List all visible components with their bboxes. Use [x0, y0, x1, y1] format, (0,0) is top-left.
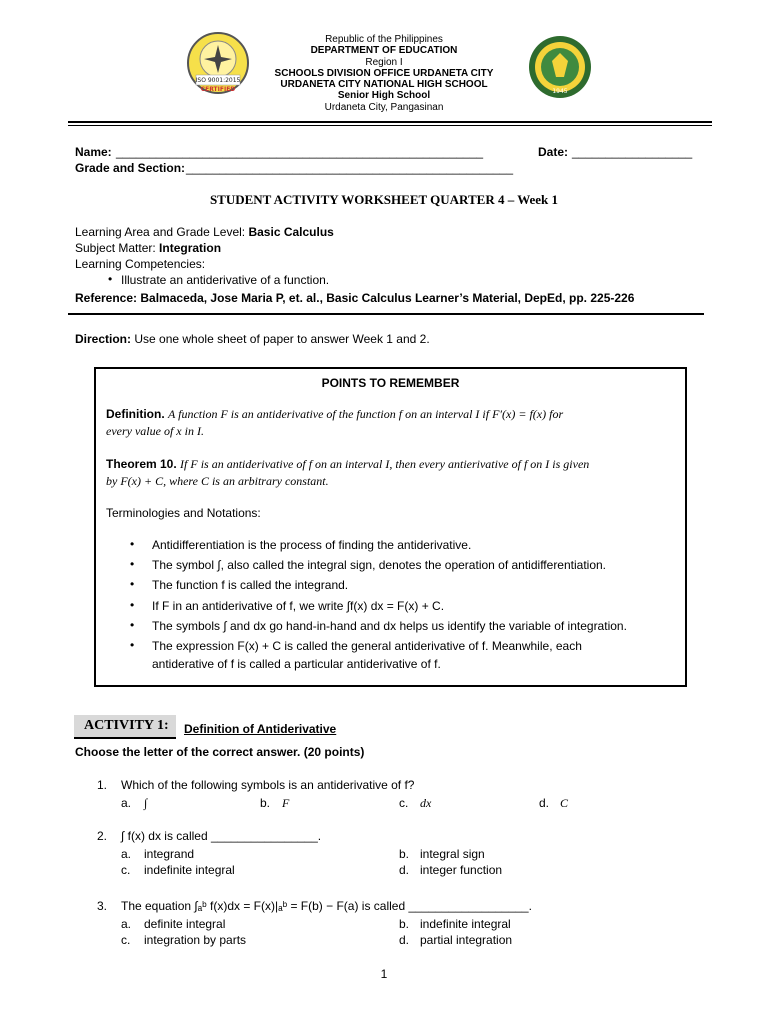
term-bullet-2: The symbol ∫, also called the integral sign, denotes the operation of antidifferentiation.: [152, 558, 607, 572]
subject-label: Subject Matter:: [75, 241, 156, 255]
info-rule: [68, 313, 704, 315]
points-heading: POINTS TO REMEMBER: [321, 376, 460, 390]
theorem-text-1: If F is an antiderivative of f on an interval I, then every antierivative of f on I is given: [180, 457, 590, 471]
choice-letter: b.: [260, 796, 271, 810]
subject-value: Integration: [159, 241, 222, 255]
choice-letter: a.: [121, 796, 132, 810]
question-1-text: Which of the following symbols is an antiderivative of f?: [121, 778, 415, 792]
choice-letter: a.: [121, 917, 132, 931]
question-number: 1.: [97, 778, 108, 792]
theorem-text-2: by F(x) + C, where C is an arbitrary constant.: [106, 474, 329, 488]
header-rule-thick: [68, 121, 712, 123]
term-bullet-4: If F in an antiderivative of f, we write ∫f(x) dx = F(x) + C.: [152, 599, 445, 613]
q1-choice-a[interactable]: ∫: [144, 796, 148, 810]
bullet-dot: •: [130, 537, 135, 551]
header-region: Region I: [365, 57, 403, 68]
header-department: DEPARTMENT OF EDUCATION: [310, 45, 458, 56]
direction-text: Use one whole sheet of paper to answer Week 1 and 2.: [134, 332, 430, 346]
grade-section-field[interactable]: _________________________________________________: [186, 161, 514, 175]
learning-area: [75, 225, 334, 240]
question-number: 2.: [97, 829, 108, 843]
header-address: Urdaneta City, Pangasinan: [324, 102, 444, 113]
question-number: 3.: [97, 899, 108, 913]
q2-choice-b[interactable]: integral sign: [420, 847, 485, 861]
q3-choice-a[interactable]: definite integral: [144, 917, 226, 931]
activity-tag: [74, 715, 176, 739]
choice-letter: b.: [399, 847, 410, 861]
name-field[interactable]: _______________________________________________________: [116, 145, 484, 159]
terms-heading: Terminologies and Notations:: [106, 506, 261, 520]
choice-letter: d.: [399, 933, 410, 947]
bullet-dot: •: [130, 618, 135, 632]
svg-text:CERTIFIED: CERTIFIED: [200, 86, 236, 93]
bullet-dot: •: [130, 598, 135, 612]
q2-choice-d[interactable]: integer function: [420, 863, 503, 877]
name-label: Name:: [75, 145, 112, 159]
competencies-label: Learning Competencies:: [75, 257, 206, 271]
question-3-text: The equation ∫ₐᵇ f(x)dx = F(x)|ₐᵇ = F(b) − F(a) is called __________________.: [121, 899, 532, 913]
q3-choice-c[interactable]: integration by parts: [144, 933, 247, 947]
svg-text:ISO 9001:2015: ISO 9001:2015: [195, 77, 241, 84]
bullet-dot: •: [130, 638, 135, 652]
term-bullet-5: The symbols ∫ and dx go hand-in-hand and dx helps us identify the variable of integration.: [152, 619, 627, 633]
bullet-dot: •: [130, 557, 135, 571]
header-rule-thin: [68, 125, 712, 126]
page-number: 1: [380, 967, 388, 981]
question-2-text: ∫ f(x) dx is called ________________.: [121, 829, 322, 843]
q1-choice-b[interactable]: F: [282, 796, 290, 810]
date-field[interactable]: __________________: [572, 145, 693, 159]
activity-tag-label: ACTIVITY 1:: [84, 718, 169, 733]
activity-instruction: Choose the letter of the correct answer. (20 points): [75, 745, 365, 759]
q1-choice-c[interactable]: dx: [420, 796, 432, 810]
definition: [106, 407, 563, 422]
activity-title: Definition of Antiderivative: [184, 722, 337, 736]
q1-choice-d[interactable]: C: [560, 796, 569, 810]
term-bullet-6: The expression F(x) + C is called the general antiderivative of f. Meanwhile, each: [152, 639, 582, 653]
definition-text-1: A function F is an antiderivative of the function f on an interval I if F′(x) = f(x) for: [168, 407, 564, 421]
header-level: Senior High School: [337, 90, 431, 101]
theorem: [106, 457, 589, 472]
header-school: URDANETA CITY NATIONAL HIGH SCHOOL: [280, 79, 488, 90]
header-division: SCHOOLS DIVISION OFFICE URDANETA CITY: [274, 68, 494, 79]
term-bullet-3: The function f is called the integrand.: [152, 578, 349, 592]
q2-choice-c[interactable]: indefinite integral: [144, 863, 235, 877]
q3-choice-b[interactable]: indefinite integral: [420, 917, 511, 931]
worksheet-title: STUDENT ACTIVITY WORKSHEET QUARTER 4 – Week 1: [209, 192, 559, 207]
choice-letter: d.: [399, 863, 410, 877]
direction-label: Direction:: [75, 332, 132, 346]
reference-value: Balmaceda, Jose Maria P, et. al., Basic Calculus Learner’s Material, DepEd, pp. 225-226: [140, 291, 635, 305]
learning-area-value: Basic Calculus: [248, 225, 334, 239]
date-label: Date:: [538, 145, 569, 159]
definition-text-2: every value of x in I.: [106, 424, 204, 438]
bullet-dot: •: [130, 577, 135, 591]
q3-choice-d[interactable]: partial integration: [420, 933, 513, 947]
theorem-label: Theorem 10.: [106, 457, 177, 471]
direction: [75, 332, 430, 347]
competency-1: Illustrate an antiderivative of a function.: [121, 273, 330, 287]
q2-choice-a[interactable]: integrand: [144, 847, 195, 861]
header-republic: Republic of the Philippines: [325, 34, 443, 45]
choice-letter: c.: [399, 796, 409, 810]
subject-matter: [75, 241, 221, 256]
choice-letter: a.: [121, 847, 132, 861]
choice-letter: b.: [399, 917, 410, 931]
reference-label: Reference:: [75, 291, 138, 305]
choice-letter: c.: [121, 863, 131, 877]
bullet-dot: •: [108, 272, 113, 286]
grade-section-label: Grade and Section:: [75, 161, 186, 175]
svg-text:1945: 1945: [552, 88, 568, 95]
choice-letter: d.: [539, 796, 550, 810]
term-bullet-6-cont: antiderative of f is called a particular antiderivative of f.: [152, 657, 441, 671]
learning-area-label: Learning Area and Grade Level:: [75, 225, 246, 239]
reference: [75, 291, 634, 306]
definition-label: Definition.: [106, 407, 165, 421]
term-bullet-1: Antidifferentiation is the process of finding the antiderivative.: [152, 538, 472, 552]
choice-letter: c.: [121, 933, 131, 947]
